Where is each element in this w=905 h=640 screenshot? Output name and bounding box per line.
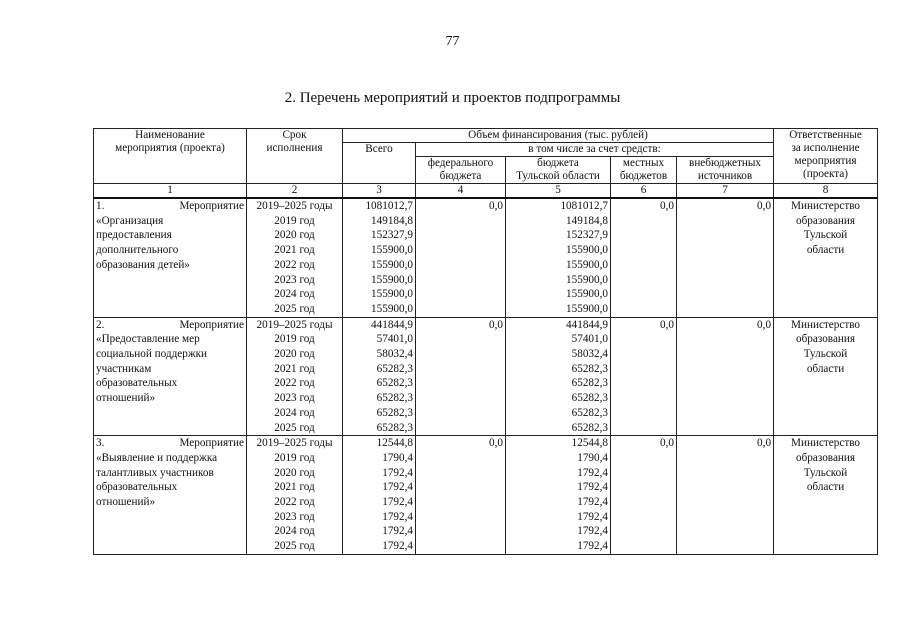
page-number: 77 — [445, 34, 460, 49]
header-responsible: Ответственные за исполнение мероприятия (проекта) — [774, 129, 878, 184]
column-number: 5 — [506, 184, 611, 199]
period-value: 2025 год — [274, 540, 315, 553]
period-value: 2025 год — [274, 421, 315, 434]
regional-value: 58032,4 — [571, 348, 608, 361]
column-number: 3 — [343, 184, 416, 199]
period-value: 2022 год — [274, 496, 315, 509]
total-value: 58032,4 — [376, 348, 413, 361]
header-extrabudget: внебюджетных источников — [677, 157, 774, 184]
total-value: 155900,0 — [371, 302, 413, 315]
measure-name-line: «Организация — [96, 214, 164, 227]
total-value: 155900,0 — [371, 258, 413, 271]
regional-value: 65282,3 — [571, 377, 608, 390]
responsible-cell — [774, 198, 878, 317]
period-value: 2022 год — [274, 377, 315, 390]
period-cell — [247, 317, 343, 436]
period-value: 2019–2025 годы — [256, 318, 333, 331]
regional-value: 65282,3 — [571, 406, 608, 419]
period-value: 2020 год — [274, 229, 315, 242]
header-name: Наименование мероприятия (проекта) — [94, 129, 247, 184]
header-total: Всего — [343, 143, 416, 184]
total-value: 1792,4 — [382, 510, 413, 523]
period-cell — [247, 436, 343, 555]
measure-name-line: талантливых участников — [96, 466, 214, 479]
period-value: 2023 год — [274, 273, 315, 286]
header-funding: Объем финансирования (тыс. рублей) — [343, 129, 774, 143]
total-value: 152327,9 — [371, 229, 413, 242]
federal-cell: 0,0 — [416, 198, 506, 317]
period-value: 2023 год — [274, 510, 315, 523]
responsible-line: Министерство — [791, 318, 861, 331]
measure-name-line: «Выявление и поддержка — [96, 451, 218, 464]
period-cell — [247, 198, 343, 317]
responsible-line: Министерство — [791, 200, 861, 212]
period-value: 2021 год — [274, 244, 315, 257]
total-value: 12544,8 — [376, 437, 413, 450]
regional-value: 1792,4 — [577, 510, 608, 523]
measure-name — [94, 198, 247, 317]
total-value: 1081012,7 — [365, 200, 413, 212]
column-number: 1 — [94, 184, 247, 199]
extrabudget-cell: 0,0 — [677, 317, 774, 436]
responsible-line: области — [806, 362, 845, 375]
period-value: 2019–2025 годы — [256, 437, 333, 450]
measure-name — [94, 317, 247, 436]
period-value: 2022 год — [274, 258, 315, 271]
total-cell — [343, 198, 416, 317]
measure-name-line: 3. Мероприятие — [96, 437, 244, 450]
extrabudget-cell: 0,0 — [677, 198, 774, 317]
total-value: 155900,0 — [371, 273, 413, 286]
local-cell: 0,0 — [611, 317, 677, 436]
column-number: 8 — [774, 184, 878, 199]
page-title: 2. Перечень мероприятий и проектов подпрограммы — [284, 90, 621, 106]
regional-value: 1790,4 — [577, 451, 608, 464]
measure-name-line: участникам — [96, 362, 152, 375]
measure-name-line: отношений» — [96, 392, 156, 405]
period-value: 2024 год — [274, 288, 315, 301]
period-value: 2020 год — [274, 348, 315, 361]
regional-value: 155900,0 — [566, 302, 608, 315]
federal-cell: 0,0 — [416, 317, 506, 436]
regional-cell — [506, 317, 611, 436]
regional-value: 1792,4 — [577, 540, 608, 553]
regional-cell — [506, 198, 611, 317]
header-local: местных бюджетов — [611, 157, 677, 184]
period-value: 2021 год — [274, 481, 315, 494]
regional-value: 149184,8 — [566, 214, 608, 227]
measures-body — [94, 198, 878, 554]
regional-value: 1081012,7 — [560, 200, 608, 212]
total-value: 1790,4 — [382, 451, 413, 464]
regional-value: 155900,0 — [566, 244, 608, 257]
period-value: 2019 год — [274, 214, 315, 227]
total-value: 149184,8 — [371, 214, 413, 227]
regional-value: 1792,4 — [577, 466, 608, 479]
regional-value: 12544,8 — [571, 437, 608, 450]
period-value: 2019 год — [274, 333, 315, 346]
responsible-cell — [774, 436, 878, 555]
responsible-line: Тульской — [803, 466, 848, 479]
measure-name-line: образовательных — [96, 481, 178, 494]
responsible-line: образования — [796, 451, 856, 464]
responsible-cell — [774, 317, 878, 436]
column-number: 6 — [611, 184, 677, 199]
total-value: 65282,3 — [376, 421, 413, 434]
total-value: 65282,3 — [376, 406, 413, 419]
measure-name-line: 1. Мероприятие — [96, 200, 244, 212]
responsible-line: Тульской — [803, 229, 848, 242]
total-cell — [343, 436, 416, 555]
total-value: 1792,4 — [382, 525, 413, 538]
regional-value: 152327,9 — [566, 229, 608, 242]
responsible-line: Министерство — [791, 437, 861, 450]
regional-value: 155900,0 — [566, 258, 608, 271]
regional-value: 65282,3 — [571, 362, 608, 375]
measure-name-line: «Предоставление мер — [96, 333, 200, 346]
measure-name-line: отношений» — [96, 496, 156, 509]
regional-value: 155900,0 — [566, 288, 608, 301]
measure-name-line: дополнительного — [96, 244, 179, 257]
column-number: 2 — [247, 184, 343, 199]
total-value: 441844,9 — [371, 318, 413, 331]
total-value: 65282,3 — [376, 377, 413, 390]
federal-cell: 0,0 — [416, 436, 506, 555]
funding-table — [93, 128, 878, 555]
period-value: 2019 год — [274, 451, 315, 464]
table-row — [94, 317, 878, 436]
table-row — [94, 436, 878, 555]
measure-name — [94, 436, 247, 555]
responsible-line: Тульской — [803, 348, 848, 361]
total-value: 65282,3 — [376, 362, 413, 375]
regional-value: 57401,0 — [571, 333, 608, 346]
total-cell — [343, 317, 416, 436]
total-value: 1792,4 — [382, 496, 413, 509]
responsible-line: образования — [796, 333, 856, 346]
local-cell: 0,0 — [611, 198, 677, 317]
regional-value: 65282,3 — [571, 392, 608, 405]
table-row — [94, 198, 878, 317]
total-value: 1792,4 — [382, 540, 413, 553]
period-value: 2020 год — [274, 466, 315, 479]
period-value: 2024 год — [274, 406, 315, 419]
column-number-row — [94, 184, 878, 199]
header-including: в том числе за счет средств: — [416, 143, 774, 157]
column-number: 4 — [416, 184, 506, 199]
period-value: 2023 год — [274, 392, 315, 405]
measure-name-line: предоставления — [96, 229, 172, 242]
period-value: 2024 год — [274, 525, 315, 538]
regional-value: 65282,3 — [571, 421, 608, 434]
responsible-line: области — [806, 244, 845, 257]
total-value: 155900,0 — [371, 244, 413, 257]
responsible-line: области — [806, 481, 845, 494]
measure-name-line: образования детей» — [96, 258, 190, 271]
header-period: Срок исполнения — [247, 129, 343, 184]
measure-name-line: социальной поддержки — [96, 348, 208, 361]
extrabudget-cell: 0,0 — [677, 436, 774, 555]
total-value: 65282,3 — [376, 392, 413, 405]
period-value: 2021 год — [274, 362, 315, 375]
total-value: 1792,4 — [382, 466, 413, 479]
responsible-line: образования — [796, 214, 856, 227]
regional-value: 1792,4 — [577, 481, 608, 494]
regional-value: 155900,0 — [566, 273, 608, 286]
total-value: 1792,4 — [382, 481, 413, 494]
measure-name-line: образовательных — [96, 377, 178, 390]
total-value: 155900,0 — [371, 288, 413, 301]
period-value: 2019–2025 годы — [256, 200, 333, 212]
regional-value: 441844,9 — [566, 318, 608, 331]
column-number: 7 — [677, 184, 774, 199]
measure-name-line: 2. Мероприятие — [96, 318, 244, 331]
regional-value: 1792,4 — [577, 496, 608, 509]
header-regional: бюджета Тульской области — [506, 157, 611, 184]
regional-cell — [506, 436, 611, 555]
local-cell: 0,0 — [611, 436, 677, 555]
period-value: 2025 год — [274, 302, 315, 315]
total-value: 57401,0 — [376, 333, 413, 346]
header-federal: федерального бюджета — [416, 157, 506, 184]
regional-value: 1792,4 — [577, 525, 608, 538]
